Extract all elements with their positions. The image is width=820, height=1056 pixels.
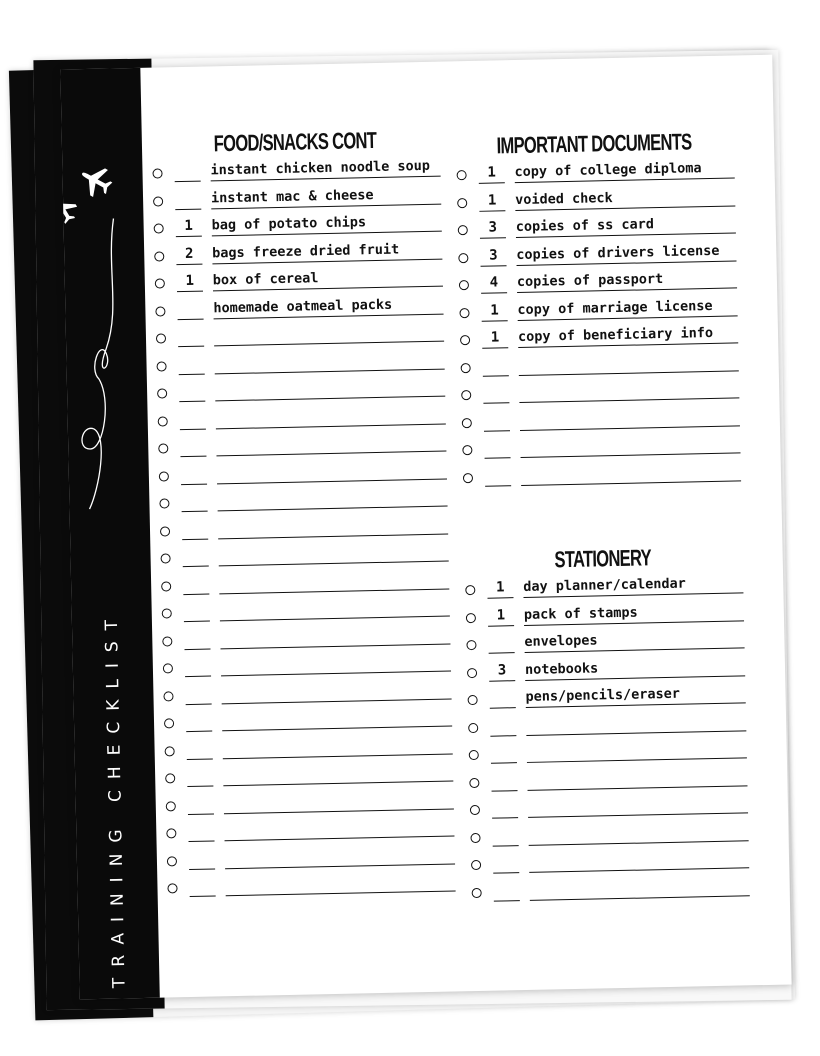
quantity-field[interactable] xyxy=(180,436,206,458)
item-field[interactable]: box of cereal xyxy=(213,266,443,292)
checkbox-circle[interactable] xyxy=(465,585,475,595)
quantity-field[interactable] xyxy=(491,742,517,764)
quantity-field[interactable] xyxy=(179,408,205,430)
item-field[interactable] xyxy=(219,596,449,622)
checkbox-circle[interactable] xyxy=(156,361,166,371)
checkbox-circle[interactable] xyxy=(156,333,166,343)
quantity-field[interactable] xyxy=(178,326,204,348)
checkbox-circle[interactable] xyxy=(165,746,175,756)
quantity-field[interactable] xyxy=(493,880,519,902)
quantity-field[interactable] xyxy=(174,161,200,183)
item-field[interactable] xyxy=(527,765,747,791)
checkbox-circle[interactable] xyxy=(160,553,170,563)
quantity-field[interactable] xyxy=(183,573,209,595)
checkbox-circle[interactable] xyxy=(166,801,176,811)
item-field[interactable]: bag of potato chips xyxy=(211,211,441,237)
item-field[interactable] xyxy=(216,431,446,457)
item-field[interactable]: bags freeze dried fruit xyxy=(212,238,442,264)
quantity-field[interactable] xyxy=(484,410,510,432)
quantity-field[interactable] xyxy=(485,465,511,487)
item-field[interactable]: voided check xyxy=(515,185,735,211)
quantity-field[interactable]: 3 xyxy=(480,245,506,267)
checkbox-circle[interactable] xyxy=(472,887,482,897)
checkbox-circle[interactable] xyxy=(167,856,177,866)
checkbox-circle[interactable] xyxy=(163,691,173,701)
item-field[interactable]: envelopes xyxy=(524,627,744,653)
quantity-field[interactable]: 1 xyxy=(177,271,203,293)
quantity-field[interactable] xyxy=(186,711,212,733)
item-field[interactable] xyxy=(215,376,445,402)
quantity-field[interactable] xyxy=(490,715,516,737)
checkbox-circle[interactable] xyxy=(164,718,174,728)
quantity-field[interactable] xyxy=(182,518,208,540)
quantity-field[interactable]: 3 xyxy=(480,217,506,239)
checkbox-circle[interactable] xyxy=(162,636,172,646)
quantity-field[interactable] xyxy=(492,797,518,819)
item-field[interactable] xyxy=(225,870,455,896)
item-field[interactable] xyxy=(217,458,447,484)
item-field[interactable] xyxy=(214,348,444,374)
item-field[interactable] xyxy=(221,651,451,677)
item-field[interactable] xyxy=(528,792,748,818)
item-field[interactable] xyxy=(526,710,746,736)
checkbox-circle[interactable] xyxy=(152,168,162,178)
item-field[interactable] xyxy=(214,321,444,347)
item-field[interactable]: homemade oatmeal packs xyxy=(213,293,443,319)
checkbox-circle[interactable] xyxy=(155,306,165,316)
sidebar-title: TRAINING CHECKLIST xyxy=(101,608,130,989)
quantity-field[interactable] xyxy=(186,738,212,760)
checkbox-circle[interactable] xyxy=(468,722,478,732)
important-documents-heading: IMPORTANT DOCUMENTS xyxy=(496,128,692,159)
item-field[interactable]: instant mac & cheese xyxy=(211,183,441,209)
item-field[interactable]: copy of college diploma xyxy=(514,157,734,183)
item-field[interactable] xyxy=(217,486,447,512)
checkbox-circle[interactable] xyxy=(154,251,164,261)
quantity-field[interactable]: 1 xyxy=(487,577,513,599)
item-field[interactable]: copies of ss card xyxy=(516,212,736,238)
checkbox-circle[interactable] xyxy=(159,498,169,508)
checkbox-circle[interactable] xyxy=(458,225,468,235)
checkbox-circle[interactable] xyxy=(460,335,470,345)
item-field[interactable]: copy of beneficiary info xyxy=(518,322,738,348)
item-field[interactable]: pens/pencils/eraser xyxy=(525,682,745,708)
quantity-field[interactable]: 1 xyxy=(481,300,507,322)
item-field[interactable] xyxy=(223,760,453,786)
item-field[interactable]: copy of marriage license xyxy=(517,295,737,321)
quantity-field[interactable] xyxy=(185,656,211,678)
item-field[interactable] xyxy=(220,623,450,649)
quantity-field[interactable] xyxy=(183,601,209,623)
food-snacks-column xyxy=(150,124,456,902)
quantity-field[interactable] xyxy=(182,546,208,568)
item-field[interactable] xyxy=(221,678,451,704)
checkbox-circle[interactable] xyxy=(461,363,471,373)
checkbox-circle[interactable] xyxy=(166,828,176,838)
checkbox-circle[interactable] xyxy=(458,253,468,263)
checklist-row xyxy=(461,458,742,491)
food-snacks-heading: FOOD/SNACKS CONT xyxy=(213,126,377,157)
quantity-field[interactable] xyxy=(175,188,201,210)
stationery-list xyxy=(463,570,750,906)
item-field[interactable]: copies of passport xyxy=(517,267,737,293)
checkbox-circle[interactable] xyxy=(459,308,469,318)
checkbox-circle[interactable] xyxy=(469,777,479,787)
quantity-field[interactable]: 1 xyxy=(478,162,504,184)
checkbox-circle[interactable] xyxy=(463,473,473,483)
item-field[interactable]: day planner/calendar xyxy=(523,572,743,598)
checkbox-circle[interactable] xyxy=(153,196,163,206)
item-field[interactable] xyxy=(529,847,749,873)
quantity-field[interactable]: 3 xyxy=(489,660,515,682)
checkbox-circle[interactable] xyxy=(457,198,467,208)
quantity-field[interactable] xyxy=(483,382,509,404)
quantity-field[interactable] xyxy=(482,355,508,377)
quantity-field[interactable] xyxy=(181,491,207,513)
item-field[interactable] xyxy=(521,460,741,486)
important-documents-list xyxy=(454,155,741,491)
stationery-column xyxy=(462,540,749,906)
item-field[interactable] xyxy=(528,820,748,846)
checkbox-circle[interactable] xyxy=(462,418,472,428)
quantity-field[interactable] xyxy=(177,298,203,320)
stationery-heading: STATIONERY xyxy=(554,544,652,573)
item-field[interactable] xyxy=(224,815,454,841)
quantity-field[interactable]: 1 xyxy=(488,605,514,627)
checkbox-circle[interactable] xyxy=(165,773,175,783)
checkbox-circle[interactable] xyxy=(167,883,177,893)
quantity-field[interactable]: 1 xyxy=(479,190,505,212)
item-field[interactable] xyxy=(519,377,739,403)
food-snacks-list xyxy=(150,154,455,902)
checkbox-circle[interactable] xyxy=(470,805,480,815)
quantity-field[interactable] xyxy=(188,821,214,843)
checkbox-circle[interactable] xyxy=(468,695,478,705)
quantity-field[interactable]: 1 xyxy=(482,327,508,349)
quantity-field[interactable] xyxy=(491,770,517,792)
item-field[interactable] xyxy=(218,513,448,539)
quantity-field[interactable] xyxy=(185,683,211,705)
item-field[interactable]: copies of drivers license xyxy=(516,240,736,266)
checkbox-circle[interactable] xyxy=(467,667,477,677)
quantity-field[interactable] xyxy=(493,852,519,874)
checklist-page xyxy=(60,55,791,1000)
quantity-field[interactable] xyxy=(181,463,207,485)
item-field[interactable] xyxy=(518,350,738,376)
quantity-field[interactable]: 4 xyxy=(481,272,507,294)
quantity-field[interactable] xyxy=(489,687,515,709)
quantity-field[interactable] xyxy=(189,848,215,870)
quantity-field[interactable] xyxy=(189,875,215,897)
item-field[interactable] xyxy=(215,403,445,429)
quantity-field[interactable] xyxy=(488,632,514,654)
quantity-field[interactable] xyxy=(179,381,205,403)
checkbox-circle[interactable] xyxy=(158,416,168,426)
checkbox-circle[interactable] xyxy=(155,278,165,288)
checkbox-circle[interactable] xyxy=(161,581,171,591)
airplane-icon xyxy=(75,160,117,202)
checkbox-circle[interactable] xyxy=(154,223,164,233)
checkbox-circle[interactable] xyxy=(461,390,471,400)
quantity-field[interactable] xyxy=(178,353,204,375)
checkbox-circle[interactable] xyxy=(159,471,169,481)
checkbox-circle[interactable] xyxy=(157,388,167,398)
item-field[interactable] xyxy=(225,843,455,869)
quantity-field[interactable] xyxy=(484,437,510,459)
quantity-field[interactable]: 1 xyxy=(175,216,201,238)
airplane-icon xyxy=(60,191,81,228)
quantity-field[interactable] xyxy=(187,766,213,788)
checkbox-circle[interactable] xyxy=(160,526,170,536)
quantity-field[interactable]: 2 xyxy=(176,243,202,265)
item-field[interactable] xyxy=(529,875,749,901)
checkbox-circle[interactable] xyxy=(466,640,476,650)
checkbox-circle[interactable] xyxy=(459,280,469,290)
checkbox-circle[interactable] xyxy=(163,663,173,673)
checkbox-circle[interactable] xyxy=(162,608,172,618)
item-field[interactable] xyxy=(224,788,454,814)
checklist-row xyxy=(165,868,456,902)
quantity-field[interactable] xyxy=(184,628,210,650)
item-field[interactable]: pack of stamps xyxy=(524,600,744,626)
item-field[interactable] xyxy=(222,706,452,732)
important-documents-column xyxy=(454,125,741,491)
item-field[interactable] xyxy=(527,737,747,763)
item-field[interactable] xyxy=(520,405,740,431)
item-field[interactable]: instant chicken noodle soup xyxy=(210,156,440,182)
item-field[interactable] xyxy=(520,432,740,458)
quantity-field[interactable] xyxy=(492,825,518,847)
checkbox-circle[interactable] xyxy=(466,612,476,622)
flight-path-line xyxy=(77,218,119,509)
checkbox-circle[interactable] xyxy=(457,170,467,180)
checkbox-circle[interactable] xyxy=(469,750,479,760)
item-field[interactable] xyxy=(222,733,452,759)
quantity-field[interactable] xyxy=(188,793,214,815)
item-field[interactable]: notebooks xyxy=(525,655,745,681)
checklist-row xyxy=(469,873,750,906)
item-field[interactable] xyxy=(218,541,448,567)
checkbox-circle[interactable] xyxy=(158,443,168,453)
item-field[interactable] xyxy=(219,568,449,594)
checkbox-circle[interactable] xyxy=(462,445,472,455)
checkbox-circle[interactable] xyxy=(470,832,480,842)
checkbox-circle[interactable] xyxy=(471,860,481,870)
